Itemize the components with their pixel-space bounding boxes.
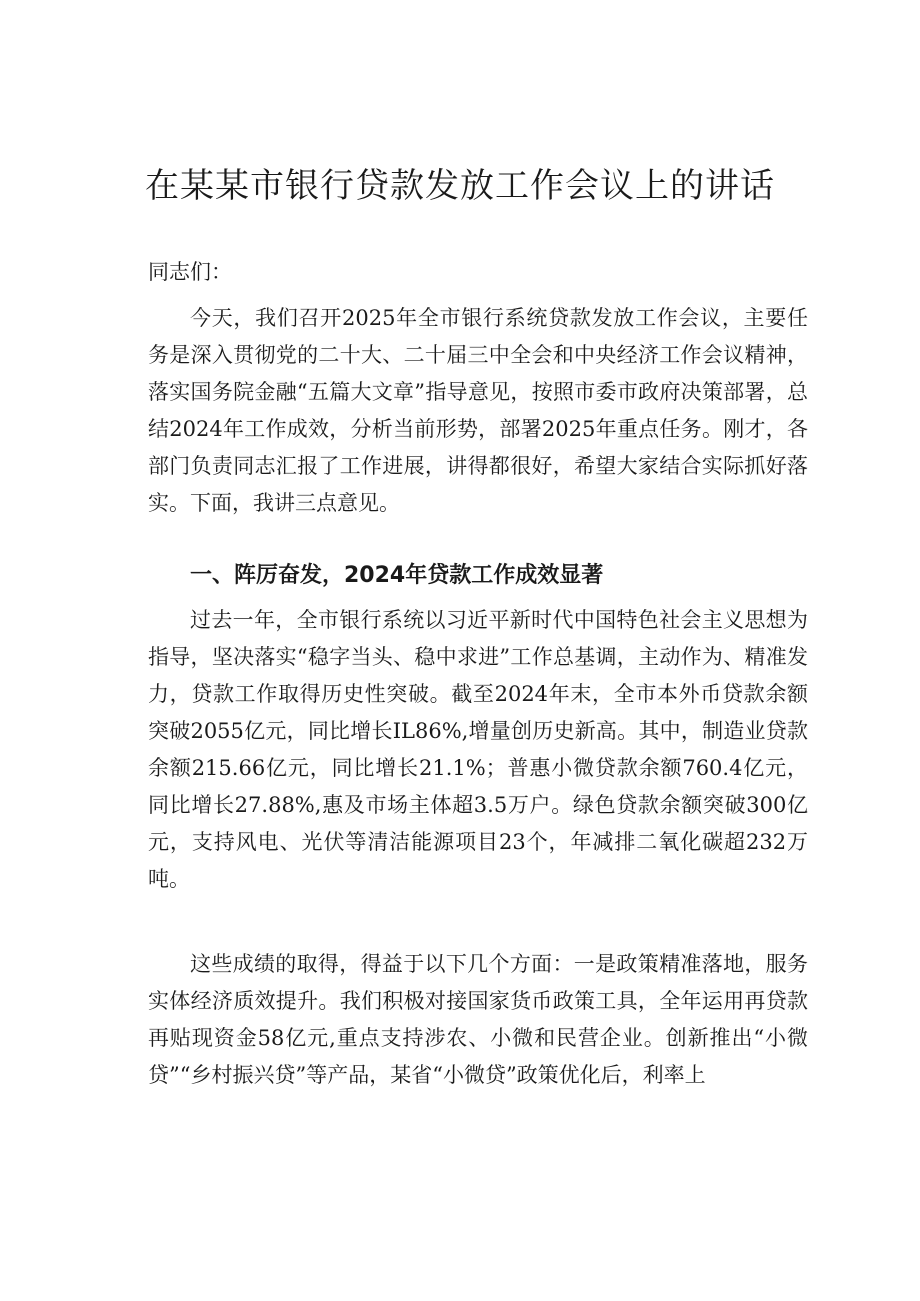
salutation: 同志们：	[148, 260, 232, 284]
paragraph-opening: 今天，我们召开2025年全市银行系统贷款发放工作会议，主要任务是深入贯彻党的二十大、二十届三中全会和中央经济工作会议精神，落实国务院金融“五篇大文章”指导意见，按照市委市政府决策部署，总结2024年工作成效，分析当前形势，部署2025年重点任务。刚才，各部门负责同志汇报了工作进展，讲得都很好，希望大家结合实际抓好落实。下面，我讲三点意见。	[148, 306, 808, 515]
document-title: 在某某市银行贷款发放工作会议上的讲话	[145, 166, 775, 206]
paragraph-achievements: 过去一年，全市银行系统以习近平新时代中国特色社会主义思想为指导，坚决落实“稳字当头、稳中求进”工作总基调，主动作为、精准发力，贷款工作取得历史性突破。截至2024年末，全市本外币贷款余额突破2055亿元，同比增长IL86%,增量创历史新高。其中，制造业贷款余额215.66亿元，同比增长21.1%；普惠小微贷款余额760.4亿元，同比增长27.88%,惠及市场主体超3.5万户。绿色贷款余额突破300亿元，支持风电、光伏等清洁能源项目23个，年减排二氧化碳超232万吨。	[148, 608, 808, 891]
paragraph-reasons: 这些成绩的取得，得益于以下几个方面：一是政策精准落地，服务实体经济质效提升。我们积极对接国家货币政策工具，全年运用再贷款再贴现资金58亿元,重点支持涉农、小微和民营企业。创新推出“小微贷”“乡村振兴贷”等产品，某省“小微贷”政策优化后，利率上	[148, 952, 808, 1087]
section-heading-1: 一、阵厉奋发，2024年贷款工作成效显著	[190, 563, 604, 588]
